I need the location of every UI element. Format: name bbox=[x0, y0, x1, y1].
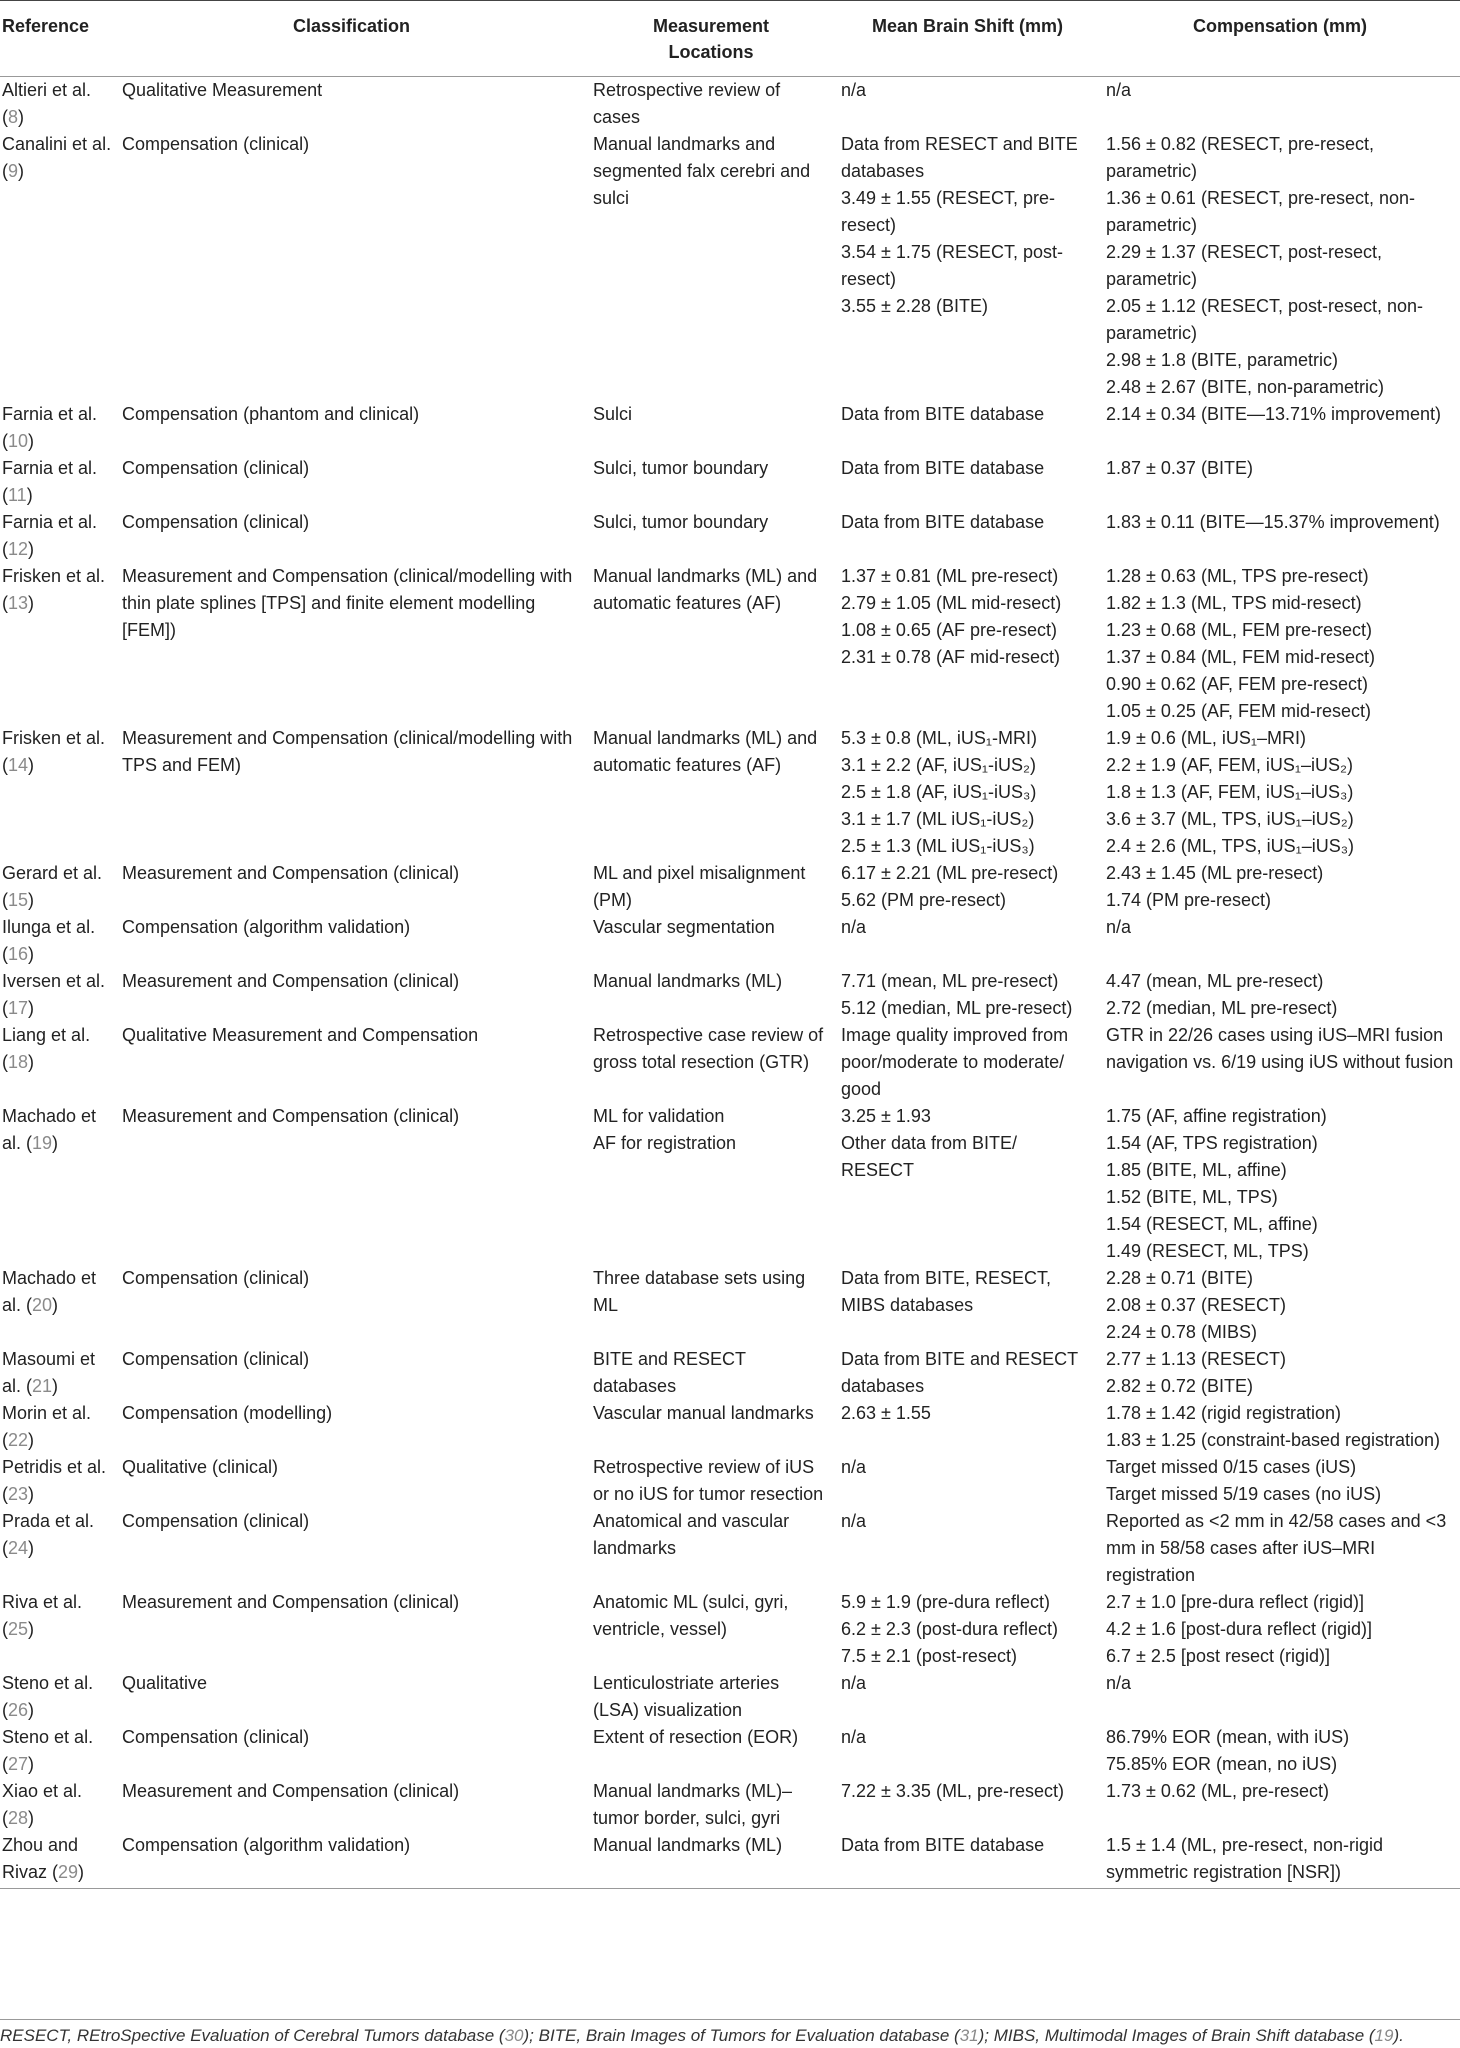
shift-value: 7.71 (mean, ML pre-resect) bbox=[841, 971, 1059, 991]
shift-value: 5.3 ± 0.8 (ML, iUS₁-MRI) bbox=[841, 728, 1037, 748]
header-row bbox=[0, 1, 1460, 77]
cell-locations: Sulci, tumor boundary bbox=[593, 458, 769, 478]
table-row bbox=[0, 509, 1460, 563]
cell-locations: Vascular manual landmarks bbox=[593, 1403, 814, 1423]
shift-value: 3.49 ± 1.55 (RESECT, pre-resect) bbox=[841, 188, 1055, 235]
cell-compensation bbox=[1100, 1589, 1460, 1670]
reference-authors: Frisken et al. bbox=[2, 566, 106, 586]
compensation-value: 1.36 ± 0.61 (RESECT, pre-resect, non-parametric) bbox=[1106, 188, 1416, 235]
reference-authors: Petridis et al. bbox=[2, 1457, 107, 1477]
cell-locations: ML and pixel misalignment (PM) bbox=[593, 863, 806, 910]
reference-authors: Masoumi et al. bbox=[2, 1349, 96, 1396]
compensation-value: 1.56 ± 0.82 (RESECT, pre-resect, parametric) bbox=[1106, 134, 1374, 181]
compensation-value: 1.83 ± 0.11 (BITE—15.37% improvement) bbox=[1106, 512, 1440, 532]
cell-reference: Machado et al. (20) bbox=[2, 1268, 97, 1315]
cell-locations: Lenticulostriate arteries (LSA) visualization bbox=[593, 1673, 780, 1720]
cell-compensation bbox=[1100, 725, 1460, 860]
cell-locations: Manual landmarks (ML) bbox=[587, 1832, 835, 1889]
compensation-value: 1.87 ± 0.37 (BITE) bbox=[1106, 458, 1253, 478]
cell-compensation bbox=[1100, 131, 1460, 401]
cell-mean-brain-shift bbox=[835, 401, 1100, 455]
shift-value: Data from BITE database bbox=[841, 404, 1045, 424]
citation-link[interactable]: 22 bbox=[8, 1430, 29, 1450]
cell-compensation bbox=[1100, 1103, 1460, 1265]
shift-value: n/a bbox=[841, 1511, 867, 1531]
citation-link[interactable]: 24 bbox=[8, 1538, 29, 1558]
footnote-text-1: RESECT, REtroSpective Evaluation of Cerebral Tumors database ( bbox=[0, 2026, 505, 2045]
shift-value: Data from RESECT and BITE databases bbox=[841, 134, 1078, 181]
cell-mean-brain-shift bbox=[835, 1400, 1100, 1454]
citation-link[interactable]: 26 bbox=[8, 1700, 29, 1720]
compensation-value: 2.08 ± 0.37 (RESECT) bbox=[1106, 1295, 1286, 1315]
cell-mean-brain-shift bbox=[835, 1508, 1100, 1589]
shift-value: 3.1 ± 2.2 (AF, iUS₁-iUS₂) bbox=[841, 755, 1036, 775]
shift-value: n/a bbox=[841, 1457, 867, 1477]
table-row bbox=[0, 131, 1460, 401]
citation-link[interactable]: 12 bbox=[8, 539, 29, 559]
citation-link[interactable]: 27 bbox=[8, 1754, 29, 1774]
table-row bbox=[0, 1832, 1460, 1889]
cell-mean-brain-shift bbox=[835, 1832, 1100, 1889]
cell-classification: Compensation (clinical) bbox=[122, 1349, 310, 1369]
reference-authors: Machado et al. bbox=[2, 1106, 97, 1153]
citation-link[interactable]: 19 bbox=[32, 1133, 53, 1153]
table-row bbox=[0, 1454, 1460, 1508]
cell-reference: Altieri et al. (8) bbox=[2, 80, 92, 127]
shift-value: 3.1 ± 1.7 (ML iUS₁-iUS₂) bbox=[841, 809, 1035, 829]
table-row bbox=[0, 860, 1460, 914]
compensation-value: Target missed 5/19 cases (no iUS) bbox=[1106, 1484, 1382, 1504]
compensation-value: 2.48 ± 2.67 (BITE, non-parametric) bbox=[1106, 377, 1384, 397]
compensation-value: 2.2 ± 1.9 (AF, FEM, iUS₁–iUS₂) bbox=[1106, 755, 1353, 775]
cell-compensation bbox=[1100, 1508, 1460, 1589]
cell-locations: Manual landmarks (ML)– tumor border, sulci, gyri bbox=[593, 1781, 793, 1828]
cell-classification: Compensation (clinical) bbox=[122, 134, 310, 154]
compensation-value: 75.85% EOR (mean, no iUS) bbox=[1106, 1754, 1338, 1774]
shift-value: 7.22 ± 3.35 (ML, pre-resect) bbox=[841, 1781, 1064, 1801]
table-row bbox=[0, 1265, 1460, 1346]
cell-reference: Ilunga et al. (16) bbox=[2, 917, 96, 964]
footnote-citation-link[interactable]: 31 bbox=[959, 2026, 979, 2045]
compensation-value: 4.47 (mean, ML pre-resect) bbox=[1106, 971, 1324, 991]
cell-locations: Manual landmarks (ML) bbox=[593, 971, 783, 991]
shift-value: 5.9 ± 1.9 (pre-dura reflect) bbox=[841, 1592, 1050, 1612]
shift-value: n/a bbox=[841, 917, 867, 937]
compensation-value: 2.72 (median, ML pre-resect) bbox=[1106, 998, 1338, 1018]
shift-value: n/a bbox=[841, 1727, 867, 1747]
compensation-value: 1.78 ± 1.42 (rigid registration) bbox=[1106, 1403, 1341, 1423]
cell-reference: Petridis et al. (23) bbox=[2, 1457, 107, 1504]
cell-classification: Compensation (modelling) bbox=[122, 1403, 333, 1423]
cell-classification: Compensation (algorithm validation) bbox=[116, 1832, 587, 1889]
compensation-value: 1.75 (AF, affine registration) bbox=[1106, 1106, 1327, 1126]
cell-locations: BITE and RESECT databases bbox=[593, 1349, 746, 1396]
cell-classification: Qualitative Measurement and Compensation bbox=[122, 1025, 479, 1045]
header-classification: Classification bbox=[116, 1, 587, 77]
table-footnote bbox=[0, 2019, 1460, 2048]
compensation-value: 1.52 (BITE, ML, TPS) bbox=[1106, 1187, 1278, 1207]
cell-classification: Measurement and Compensation (clinical) bbox=[122, 971, 460, 991]
cell-reference: Xiao et al. (28) bbox=[2, 1781, 83, 1828]
compensation-value: n/a bbox=[1106, 80, 1132, 100]
shift-value: Data from BITE database bbox=[841, 1835, 1045, 1855]
citation-link[interactable]: 16 bbox=[8, 944, 29, 964]
citation-link[interactable]: 25 bbox=[8, 1619, 29, 1639]
table-row bbox=[0, 968, 1460, 1022]
compensation-value: 1.54 (RESECT, ML, affine) bbox=[1106, 1214, 1318, 1234]
reference-authors: Xiao et al. bbox=[2, 1781, 83, 1801]
compensation-value: GTR in 22/26 cases using iUS–MRI fusion navigation vs. 6/19 using iUS without fusion bbox=[1106, 1025, 1454, 1072]
table-row bbox=[0, 725, 1460, 860]
citation-link[interactable]: 20 bbox=[32, 1295, 53, 1315]
compensation-value: 1.23 ± 0.68 (ML, FEM pre-resect) bbox=[1106, 620, 1372, 640]
shift-value: 6.2 ± 2.3 (post-dura reflect) bbox=[841, 1619, 1058, 1639]
shift-value: n/a bbox=[841, 1673, 867, 1693]
citation-link[interactable]: 18 bbox=[8, 1052, 29, 1072]
table-body bbox=[0, 77, 1460, 1889]
cell-classification: Measurement and Compensation (clinical) bbox=[122, 1781, 460, 1801]
cell-reference: Morin et al. (22) bbox=[2, 1403, 92, 1450]
cell-mean-brain-shift bbox=[835, 1724, 1100, 1778]
compensation-value: 1.73 ± 0.62 (ML, pre-resect) bbox=[1106, 1781, 1329, 1801]
cell-reference: Zhou and Rivaz (29) bbox=[0, 1832, 116, 1889]
compensation-value: 6.7 ± 2.5 [post resect (rigid)] bbox=[1106, 1646, 1330, 1666]
compensation-value: 2.7 ± 1.0 [pre-dura reflect (rigid)] bbox=[1106, 1592, 1364, 1612]
citation-link[interactable]: 21 bbox=[32, 1376, 53, 1396]
compensation-value: 2.28 ± 0.71 (BITE) bbox=[1106, 1268, 1253, 1288]
cell-reference: Machado et al. (19) bbox=[2, 1106, 97, 1153]
compensation-value: 1.8 ± 1.3 (AF, FEM, iUS₁–iUS₃) bbox=[1106, 782, 1354, 802]
header-compensation: Compensation (mm) bbox=[1100, 1, 1460, 77]
cell-locations: Manual landmarks and segmented falx cerebri and sulci bbox=[593, 134, 811, 208]
cell-mean-brain-shift bbox=[835, 860, 1100, 914]
cell-reference: Gerard et al. (15) bbox=[2, 863, 103, 910]
citation-link[interactable]: 8 bbox=[8, 107, 19, 127]
compensation-value: 2.4 ± 2.6 (ML, TPS, iUS₁–iUS₃) bbox=[1106, 836, 1355, 856]
reference-authors: Altieri et al. bbox=[2, 80, 92, 100]
cell-classification: Qualitative bbox=[122, 1673, 208, 1693]
citation-link[interactable]: 29 bbox=[58, 1862, 79, 1882]
footnote-text-3: ); MIBS, Multimodal Images of Brain Shift database ( bbox=[978, 2026, 1375, 2045]
footnote-citation-link[interactable]: 30 bbox=[504, 2026, 524, 2045]
table-row bbox=[0, 1103, 1460, 1265]
shift-value: 7.5 ± 2.1 (post-resect) bbox=[841, 1646, 1017, 1666]
compensation-value: 1.05 ± 0.25 (AF, FEM mid-resect) bbox=[1106, 701, 1371, 721]
shift-value: 5.12 (median, ML pre-resect) bbox=[841, 998, 1073, 1018]
shift-value: Data from BITE database bbox=[841, 512, 1045, 532]
reference-authors: Farnia et al. bbox=[2, 404, 98, 424]
cell-locations: Extent of resection (EOR) bbox=[593, 1727, 799, 1747]
compensation-value: 1.54 (AF, TPS registration) bbox=[1106, 1133, 1318, 1153]
reference-authors: Machado et al. bbox=[2, 1268, 97, 1315]
cell-classification: Measurement and Compensation (clinical) bbox=[122, 1106, 460, 1126]
shift-value: 2.79 ± 1.05 (ML mid-resect) bbox=[841, 593, 1062, 613]
cell-locations: Retrospective review of cases bbox=[593, 80, 781, 127]
reference-authors: Farnia et al. bbox=[2, 512, 98, 532]
cell-compensation bbox=[1100, 1022, 1460, 1103]
cell-locations: Retrospective review of iUS or no iUS for tumor resection bbox=[593, 1457, 824, 1504]
reference-authors: Prada et al. bbox=[2, 1511, 95, 1531]
reference-authors: Farnia et al. bbox=[2, 458, 98, 478]
compensation-value: 2.82 ± 0.72 (BITE) bbox=[1106, 1376, 1253, 1396]
cell-locations: Retrospective case review of gross total resection (GTR) bbox=[593, 1025, 824, 1072]
reference-authors: Riva et al. bbox=[2, 1592, 83, 1612]
cell-reference: Prada et al. (24) bbox=[2, 1511, 95, 1558]
compensation-value: n/a bbox=[1106, 917, 1132, 937]
table-row bbox=[0, 1670, 1460, 1724]
citation-link[interactable]: 15 bbox=[8, 890, 29, 910]
citation-link[interactable]: 9 bbox=[8, 161, 19, 181]
compensation-value: 1.83 ± 1.25 (constraint-based registration) bbox=[1106, 1430, 1441, 1450]
table-row bbox=[0, 401, 1460, 455]
table-row bbox=[0, 1022, 1460, 1103]
reference-authors: Ilunga et al. bbox=[2, 917, 96, 937]
shift-value: Data from BITE, RESECT, MIBS databases bbox=[841, 1268, 1052, 1315]
cell-locations: Manual landmarks (ML) and automatic features (AF) bbox=[593, 728, 818, 775]
shift-value: Data from BITE database bbox=[841, 458, 1045, 478]
cell-mean-brain-shift bbox=[835, 914, 1100, 968]
citation-link[interactable]: 10 bbox=[8, 431, 29, 451]
cell-reference: Iversen et al. (17) bbox=[2, 971, 106, 1018]
compensation-value: 2.05 ± 1.12 (RESECT, post-resect, non-parametric) bbox=[1106, 296, 1424, 343]
cell-mean-brain-shift bbox=[835, 1670, 1100, 1724]
compensation-value: 1.82 ± 1.3 (ML, TPS mid-resect) bbox=[1106, 593, 1362, 613]
citation-link[interactable]: 23 bbox=[8, 1484, 29, 1504]
cell-locations: Vascular segmentation bbox=[593, 917, 775, 937]
reference-authors: Liang et al. bbox=[2, 1025, 91, 1045]
cell-compensation bbox=[1100, 401, 1460, 455]
cell-mean-brain-shift bbox=[835, 455, 1100, 509]
cell-compensation bbox=[1100, 914, 1460, 968]
cell-classification: Measurement and Compensation (clinical/modelling with TPS and FEM) bbox=[122, 728, 573, 775]
cell-compensation bbox=[1100, 1265, 1460, 1346]
cell-mean-brain-shift bbox=[835, 1265, 1100, 1346]
citation-link[interactable]: 17 bbox=[8, 998, 29, 1018]
cell-reference: Steno et al. (27) bbox=[2, 1727, 94, 1774]
cell-mean-brain-shift bbox=[835, 509, 1100, 563]
cell-locations: Sulci, tumor boundary bbox=[593, 512, 769, 532]
cell-classification: Measurement and Compensation (clinical) bbox=[122, 1592, 460, 1612]
shift-value: 6.17 ± 2.21 (ML pre-resect) bbox=[841, 863, 1059, 883]
cell-reference: Masoumi et al. (21) bbox=[2, 1349, 96, 1396]
cell-compensation bbox=[1100, 968, 1460, 1022]
cell-classification: Compensation (clinical) bbox=[122, 1511, 310, 1531]
reference-authors: Canalini et al. bbox=[2, 134, 112, 154]
compensation-value: 86.79% EOR (mean, with iUS) bbox=[1106, 1727, 1350, 1747]
cell-reference: Canalini et al. (9) bbox=[2, 134, 112, 181]
cell-classification: Compensation (phantom and clinical) bbox=[122, 404, 420, 424]
table-row bbox=[0, 1724, 1460, 1778]
cell-locations: ML for validation AF for registration bbox=[593, 1106, 737, 1153]
cell-locations: Anatomic ML (sulci, gyri, ventricle, vessel) bbox=[593, 1592, 789, 1639]
compensation-value: Target missed 0/15 cases (iUS) bbox=[1106, 1457, 1357, 1477]
footnote-citation-link[interactable]: 19 bbox=[1374, 2026, 1394, 2045]
table-row bbox=[0, 563, 1460, 725]
reference-authors: Steno et al. bbox=[2, 1727, 94, 1747]
reference-authors: Steno et al. bbox=[2, 1673, 94, 1693]
footnote-text-4: ). bbox=[1393, 2026, 1404, 2045]
cell-compensation bbox=[1100, 1400, 1460, 1454]
cell-reference: Steno et al. (26) bbox=[2, 1673, 94, 1720]
cell-compensation bbox=[1100, 1346, 1460, 1400]
cell-mean-brain-shift bbox=[835, 1589, 1100, 1670]
cell-reference: Riva et al. (25) bbox=[2, 1592, 83, 1639]
reference-authors: Gerard et al. bbox=[2, 863, 103, 883]
table-row bbox=[0, 1508, 1460, 1589]
table-row bbox=[0, 455, 1460, 509]
cell-locations: Manual landmarks (ML) and automatic features (AF) bbox=[593, 566, 818, 613]
cell-reference: Farnia et al. (10) bbox=[2, 404, 98, 451]
reference-authors: Zhou and Rivaz bbox=[2, 1835, 79, 1882]
cell-mean-brain-shift bbox=[835, 968, 1100, 1022]
shift-value: 2.5 ± 1.3 (ML iUS₁-iUS₃) bbox=[841, 836, 1035, 856]
cell-compensation bbox=[1100, 77, 1460, 132]
reference-authors: Frisken et al. bbox=[2, 728, 106, 748]
cell-mean-brain-shift bbox=[835, 1778, 1100, 1832]
cell-compensation bbox=[1100, 1832, 1460, 1889]
compensation-value: 1.37 ± 0.84 (ML, FEM mid-resect) bbox=[1106, 647, 1375, 667]
cell-compensation bbox=[1100, 1454, 1460, 1508]
shift-value: 1.08 ± 0.65 (AF pre-resect) bbox=[841, 620, 1057, 640]
cell-mean-brain-shift bbox=[835, 1022, 1100, 1103]
cell-compensation bbox=[1100, 860, 1460, 914]
cell-compensation bbox=[1100, 1670, 1460, 1724]
citation-link[interactable]: 11 bbox=[8, 485, 27, 505]
compensation-value: n/a bbox=[1106, 1673, 1132, 1693]
shift-value: 2.63 ± 1.55 bbox=[841, 1403, 931, 1423]
cell-locations: Three database sets using ML bbox=[593, 1268, 806, 1315]
shift-value: 5.62 (PM pre-resect) bbox=[841, 890, 1007, 910]
cell-reference: Frisken et al. (13) bbox=[2, 566, 106, 613]
table-row bbox=[0, 1589, 1460, 1670]
cell-classification: Compensation (algorithm validation) bbox=[122, 917, 411, 937]
shift-value: 3.55 ± 2.28 (BITE) bbox=[841, 296, 988, 316]
compensation-value: 2.43 ± 1.45 (ML pre-resect) bbox=[1106, 863, 1324, 883]
cell-classification: Measurement and Compensation (clinical/modelling with thin plate splines [TPS] and finite element modelling [FEM]) bbox=[122, 566, 573, 640]
shift-value: 3.25 ± 1.93 bbox=[841, 1106, 931, 1126]
citation-link[interactable]: 14 bbox=[8, 755, 29, 775]
citation-link[interactable]: 28 bbox=[8, 1808, 29, 1828]
compensation-value: 1.5 ± 1.4 (ML, pre-resect, non-rigid symmetric registration [NSR]) bbox=[1106, 1835, 1383, 1882]
compensation-value: 1.74 (PM pre-resect) bbox=[1106, 890, 1272, 910]
cell-reference: Farnia et al. (11) bbox=[2, 458, 98, 505]
compensation-value: 1.85 (BITE, ML, affine) bbox=[1106, 1160, 1287, 1180]
footnote-text-2: ); BITE, Brain Images of Tumors for Evaluation database ( bbox=[523, 2026, 960, 2045]
cell-classification: Qualitative (clinical) bbox=[122, 1457, 279, 1477]
compensation-value: 0.90 ± 0.62 (AF, FEM pre-resect) bbox=[1106, 674, 1368, 694]
shift-value: 2.5 ± 1.8 (AF, iUS₁-iUS₃) bbox=[841, 782, 1037, 802]
compensation-value: 1.28 ± 0.63 (ML, TPS pre-resect) bbox=[1106, 566, 1369, 586]
cell-classification: Measurement and Compensation (clinical) bbox=[122, 863, 460, 883]
cell-mean-brain-shift bbox=[835, 1103, 1100, 1265]
cell-mean-brain-shift bbox=[835, 1454, 1100, 1508]
citation-link[interactable]: 13 bbox=[8, 593, 29, 613]
cell-mean-brain-shift bbox=[835, 563, 1100, 725]
table-row bbox=[0, 1346, 1460, 1400]
cell-classification: Compensation (clinical) bbox=[122, 1268, 310, 1288]
cell-mean-brain-shift bbox=[835, 131, 1100, 401]
compensation-value: 2.14 ± 0.34 (BITE—13.71% improvement) bbox=[1106, 404, 1442, 424]
shift-value: Other data from BITE/ RESECT bbox=[841, 1133, 1018, 1180]
header-reference: Reference bbox=[0, 1, 116, 77]
cell-reference: Frisken et al. (14) bbox=[2, 728, 106, 775]
reference-authors: Iversen et al. bbox=[2, 971, 106, 991]
cell-mean-brain-shift bbox=[835, 725, 1100, 860]
cell-compensation bbox=[1100, 509, 1460, 563]
table-row bbox=[0, 914, 1460, 968]
cell-locations: Anatomical and vascular landmarks bbox=[593, 1511, 790, 1558]
cell-classification: Compensation (clinical) bbox=[122, 512, 310, 532]
cell-mean-brain-shift bbox=[835, 1346, 1100, 1400]
cell-reference: Liang et al. (18) bbox=[2, 1025, 91, 1072]
shift-value: 3.54 ± 1.75 (RESECT, post-resect) bbox=[841, 242, 1063, 289]
cell-locations: Sulci bbox=[593, 404, 633, 424]
compensation-value: 2.77 ± 1.13 (RESECT) bbox=[1106, 1349, 1286, 1369]
table-row bbox=[0, 1400, 1460, 1454]
header-shift: Mean Brain Shift (mm) bbox=[835, 1, 1100, 77]
shift-value: 1.37 ± 0.81 (ML pre-resect) bbox=[841, 566, 1059, 586]
cell-classification: Qualitative Measurement bbox=[122, 80, 323, 100]
compensation-value: 2.98 ± 1.8 (BITE, parametric) bbox=[1106, 350, 1338, 370]
cell-reference: Farnia et al. (12) bbox=[2, 512, 98, 559]
compensation-value: 2.29 ± 1.37 (RESECT, post-resect, parametric) bbox=[1106, 242, 1382, 289]
reference-authors: Morin et al. bbox=[2, 1403, 92, 1423]
cell-compensation bbox=[1100, 455, 1460, 509]
compensation-value: Reported as <2 mm in 42/58 cases and <3 mm in 58/58 cases after iUS–MRI registration bbox=[1106, 1511, 1447, 1585]
shift-value: Image quality improved from poor/moderate to moderate/ good bbox=[841, 1025, 1069, 1099]
compensation-value: 2.24 ± 0.78 (MIBS) bbox=[1106, 1322, 1257, 1342]
cell-compensation bbox=[1100, 1724, 1460, 1778]
cell-classification: Compensation (clinical) bbox=[122, 1727, 310, 1747]
shift-value: 2.31 ± 0.78 (AF mid-resect) bbox=[841, 647, 1060, 667]
compensation-value: 1.9 ± 0.6 (ML, iUS₁–MRI) bbox=[1106, 728, 1307, 748]
cell-classification: Compensation (clinical) bbox=[122, 458, 310, 478]
shift-value: n/a bbox=[841, 80, 867, 100]
cell-mean-brain-shift bbox=[835, 77, 1100, 132]
shift-value: Data from BITE and RESECT databases bbox=[841, 1349, 1078, 1396]
table-row bbox=[0, 77, 1460, 132]
cell-compensation bbox=[1100, 563, 1460, 725]
table-row bbox=[0, 1778, 1460, 1832]
compensation-value: 3.6 ± 3.7 (ML, TPS, iUS₁–iUS₂) bbox=[1106, 809, 1354, 829]
compensation-value: 1.49 (RESECT, ML, TPS) bbox=[1106, 1241, 1309, 1261]
cell-compensation bbox=[1100, 1778, 1460, 1832]
compensation-value: 4.2 ± 1.6 [post-dura reflect (rigid)] bbox=[1106, 1619, 1372, 1639]
header-locations: Measurement Locations bbox=[587, 1, 835, 77]
